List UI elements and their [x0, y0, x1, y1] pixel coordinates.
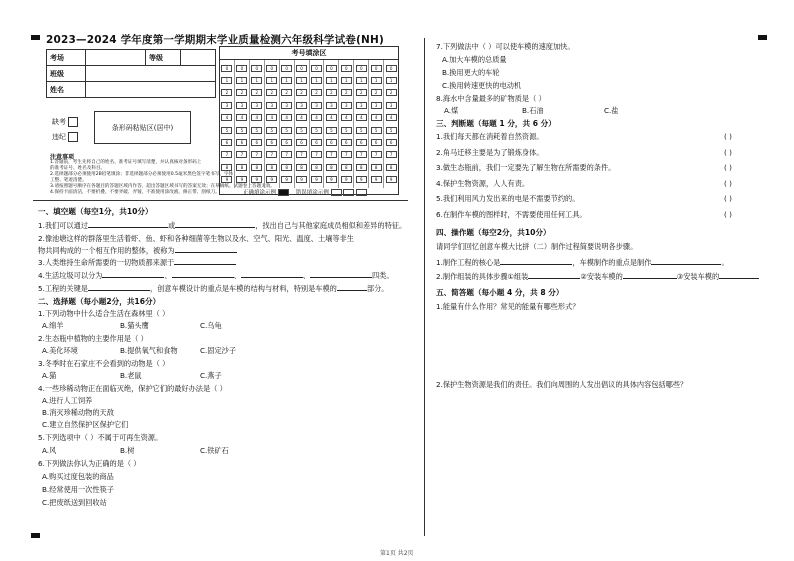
exam-number-column — [295, 60, 310, 188]
choice-8-option-a: A.煤 — [444, 106, 459, 115]
digit-bubble[interactable]: 1 — [296, 77, 307, 84]
digit-bubble[interactable]: 0 — [386, 65, 397, 72]
page-footer: 第1页 共2页 — [380, 550, 414, 557]
digit-bubble[interactable]: 9 — [326, 176, 337, 183]
barcode-area-label: 条形码粘贴区(居中) — [111, 123, 174, 132]
digit-bubble[interactable]: 3 — [386, 102, 397, 109]
choice-4-option-b: B.消灭珍稀动物的天敌 — [42, 408, 114, 417]
digit-bubble[interactable]: 9 — [371, 176, 382, 183]
digit-bubble[interactable]: 4 — [236, 114, 247, 121]
judgement-answer-parentheses[interactable]: ( ) — [724, 178, 732, 188]
q1-text-a: 1.我们可以通过 — [38, 221, 88, 230]
answer-blank[interactable] — [175, 220, 255, 228]
digit-bubble[interactable]: 7 — [221, 151, 232, 158]
digit-bubble[interactable]: 6 — [251, 139, 262, 146]
choice-3-option-a: A.猫 — [42, 371, 57, 380]
exam-number-column — [324, 60, 339, 188]
digit-bubble[interactable]: 1 — [266, 77, 277, 84]
op1-text-a: 1.制作工程的核心是 — [436, 258, 501, 267]
digit-bubble[interactable]: 9 — [386, 176, 397, 183]
digit-bubble[interactable]: 2 — [311, 89, 322, 96]
exam-number-column — [250, 60, 265, 188]
student-info-table — [46, 49, 216, 98]
digit-bubble[interactable]: 3 — [251, 102, 262, 109]
answer-blank[interactable] — [88, 220, 168, 228]
digit-bubble[interactable]: 0 — [311, 65, 322, 72]
digit-bubble[interactable]: 9 — [236, 176, 247, 183]
correct-fill-sample — [278, 189, 289, 196]
digit-bubble[interactable]: 7 — [311, 151, 322, 158]
digit-bubble[interactable]: 9 — [221, 176, 232, 183]
notes-line: 4.保持卡面清洁，不要折叠、不要弄破、弄皱，不准使用涂改液、修正带、刮纸刀。 — [50, 190, 220, 195]
choice-question-8: 8.海水中含量最多的矿物质是（ ） — [436, 94, 546, 103]
exam-number-column — [280, 60, 295, 188]
digit-bubble[interactable]: 7 — [326, 151, 337, 158]
q2-text: 物共同构成的一个相互作用的整体，被称为 — [38, 246, 175, 255]
section-operation-title: 四、操作题（每空2分，共10分） — [436, 228, 551, 237]
digit-bubble[interactable]: 2 — [326, 89, 337, 96]
fill-question-1 — [38, 220, 406, 231]
digit-bubble[interactable]: 8 — [341, 164, 352, 171]
judgement-answer-parentheses[interactable]: ( ) — [724, 194, 732, 203]
section-fill-in-title: 一、填空题（每空1分，共10分） — [38, 207, 153, 216]
digit-bubble[interactable]: 6 — [236, 139, 247, 146]
section-judgement-title: 三、判断题（每题 1 分，共 6 分） — [436, 119, 556, 128]
choice-7-option-c: C.换用转速更快的电动机 — [442, 81, 522, 90]
digit-bubble[interactable]: 2 — [281, 89, 292, 96]
exam-number-grid-title: 考号填涂区 — [220, 47, 398, 60]
fill-question-2-line-2 — [38, 245, 237, 256]
answer-blank[interactable] — [500, 257, 572, 265]
digit-bubble[interactable]: 1 — [251, 77, 262, 84]
digit-bubble[interactable]: 7 — [281, 151, 292, 158]
digit-bubble[interactable]: 3 — [281, 102, 292, 109]
digit-bubble[interactable]: 1 — [236, 77, 247, 84]
q5-text-a: 5.工程的关键是 — [38, 284, 88, 293]
digit-bubble[interactable]: 2 — [356, 89, 367, 96]
violation-checkbox-row — [52, 132, 78, 142]
judgement-answer-parentheses[interactable]: ( ) — [724, 209, 732, 219]
digit-bubble[interactable]: 8 — [251, 164, 262, 171]
choice-6-option-c: C.把废纸送到回收站 — [42, 498, 107, 507]
absent-checkbox-row — [52, 117, 78, 127]
digit-bubble[interactable]: 8 — [356, 164, 367, 171]
answer-blank[interactable] — [88, 283, 150, 291]
digit-bubble[interactable]: 3 — [356, 102, 367, 109]
exam-number-column — [220, 60, 235, 188]
choice-3-option-b: B.老鼠 — [120, 371, 142, 380]
digit-bubble[interactable]: 8 — [236, 164, 247, 171]
digit-bubble[interactable]: 4 — [251, 114, 262, 121]
fill-question-2-line-1: 2.像池塘这样的群落里生活着虾、鱼、虾和各种细菌等生物以及水、空气、阳光、温度、土壤等非生 — [38, 234, 354, 243]
digit-bubble[interactable]: 5 — [341, 127, 352, 134]
choice-8-option-b: B.石油 — [522, 106, 544, 115]
digit-bubble[interactable]: 2 — [236, 89, 247, 96]
digit-bubble[interactable]: 3 — [311, 102, 322, 109]
digit-bubble[interactable]: 3 — [221, 102, 232, 109]
answer-blank[interactable] — [241, 270, 303, 278]
section-choice-title: 二、选择题（每小题2分，共16分） — [38, 297, 161, 306]
wrong-fill-example-label: 错误填涂示例 — [295, 190, 329, 196]
digit-bubble[interactable]: 1 — [326, 77, 337, 84]
q1-text-b: 或 — [167, 221, 176, 230]
digit-bubble[interactable]: 6 — [221, 139, 232, 146]
answer-blank[interactable] — [175, 245, 237, 253]
digit-bubble[interactable]: 6 — [311, 139, 322, 146]
digit-bubble[interactable]: 6 — [266, 139, 277, 146]
header-divider — [33, 200, 408, 201]
digit-bubble[interactable]: 1 — [356, 77, 367, 84]
choice-question-2: 2.生态瓶中植物的主要作用是（ ） — [38, 334, 148, 343]
q1-text-c: ，找出自己与其他家庭成员相似和差异的特征。 — [255, 221, 407, 230]
digit-bubble[interactable]: 8 — [371, 164, 382, 171]
choice-1-option-c: C.乌龟 — [200, 321, 222, 330]
choice-1-option-b: B.猫头鹰 — [120, 321, 149, 330]
fill-question-3 — [38, 257, 236, 268]
q5-text-c: 部分。 — [366, 284, 389, 293]
op2-text-a: 2.制作组装的具体步骤①组装 — [436, 272, 529, 281]
correct-fill-example-label: 正确填涂示例 — [243, 190, 277, 196]
digit-bubble[interactable]: 9 — [356, 176, 367, 183]
wrong-fill-sample — [343, 189, 354, 196]
digit-bubble[interactable]: 8 — [386, 164, 397, 171]
digit-bubble[interactable]: 4 — [356, 114, 367, 121]
fill-question-4: 4.生活垃圾可以分为 、 、 、 四类。 — [38, 271, 394, 280]
digit-bubble[interactable]: 1 — [311, 77, 322, 84]
notes-line: 3.请按照题号顺序在各题目的答题区域内作答，超出答题区域书写的答案无效；在草稿纸、试题卷上答题无效。 — [50, 184, 275, 189]
corner-marker-top-left — [31, 35, 40, 40]
exam-room-label: 考场 — [47, 50, 86, 66]
digit-bubble[interactable]: 5 — [236, 127, 247, 134]
digit-bubble[interactable]: 8 — [326, 164, 337, 171]
judgement-item: 4.保护生物资源，人人有责。 — [436, 178, 530, 188]
corner-marker-bottom-left — [31, 533, 40, 538]
judgement-answer-parentheses[interactable]: ( ) — [724, 132, 732, 141]
answer-blank[interactable] — [310, 270, 372, 278]
digit-bubble[interactable]: 5 — [356, 127, 367, 134]
exam-number-column — [384, 60, 398, 188]
digit-bubble[interactable]: 7 — [251, 151, 262, 158]
answer-blank[interactable] — [172, 270, 234, 278]
answer-blank[interactable] — [719, 271, 759, 279]
digit-bubble[interactable]: 7 — [266, 151, 277, 158]
choice-question-7: 7.下列做法中（ ）可以使车模的速度加快。 — [436, 42, 575, 51]
digit-bubble[interactable]: 1 — [281, 77, 292, 84]
fill-example-row — [243, 188, 367, 196]
digit-bubble[interactable]: 2 — [221, 89, 232, 96]
choice-8-option-c: C.盐 — [604, 106, 619, 115]
choice-2-option-b: B.提供氧气和食物 — [120, 346, 178, 355]
digit-bubble[interactable]: 9 — [296, 176, 307, 183]
digit-bubble[interactable]: 3 — [371, 102, 382, 109]
exam-number-column — [369, 60, 384, 188]
digit-bubble[interactable]: 2 — [266, 89, 277, 96]
digit-bubble[interactable]: 8 — [281, 164, 292, 171]
judgement-item: 3.做生态瓶前，我们一定要先了解生物在所需要的条件。 — [436, 163, 616, 172]
name-label: 姓名 — [47, 82, 86, 98]
choice-2-option-c: C.固定沙子 — [200, 346, 237, 355]
violation-checkbox[interactable] — [68, 132, 78, 142]
digit-bubble[interactable]: 5 — [221, 127, 232, 134]
choice-5-option-a: A.风 — [42, 446, 57, 455]
absent-checkbox[interactable] — [68, 117, 78, 127]
exam-number-column — [354, 60, 369, 188]
short-answer-1: 1.能量有什么作用？常见的能量有哪些形式？ — [436, 302, 580, 311]
q5-text-b: ，创意车模设计的重点是车模的结构与材料，特别是车模的 — [149, 284, 337, 293]
judgement-item: 6.在制作车模的图样时，不需要使用任何工具。 — [436, 209, 587, 219]
notes-heading: 注意事项 — [50, 154, 75, 161]
class-label: 班级 — [47, 66, 86, 82]
grade-label: 等级 — [146, 50, 181, 66]
digit-bubble[interactable]: 1 — [386, 77, 397, 84]
answer-blank[interactable] — [623, 271, 677, 279]
q4-text-a: 4.生活垃圾可以分为 — [38, 271, 103, 280]
choice-7-option-a: A.加大车模的总质量 — [442, 55, 507, 64]
digit-bubble[interactable]: 3 — [296, 102, 307, 109]
judgement-item: 2.角马迁移主要是为了锻炼身体。 — [436, 147, 544, 157]
digit-bubble[interactable]: 8 — [311, 164, 322, 171]
digit-bubble[interactable]: 0 — [251, 65, 262, 72]
digit-bubble[interactable]: 9 — [341, 176, 352, 183]
judgement-item: 5.我们利用风力发出来的电是不需要节约的。 — [436, 194, 580, 203]
section-short-answer-title: 五、简答题（每小题 4 分，共 8 分） — [436, 288, 564, 297]
digit-bubble[interactable]: 0 — [236, 65, 247, 72]
digit-bubble[interactable]: 4 — [266, 114, 277, 121]
digit-bubble[interactable]: 8 — [266, 164, 277, 171]
corner-marker-top-right — [758, 35, 767, 40]
answer-blank[interactable] — [651, 257, 721, 265]
judgement-item: 1.我们每天都在消耗着自然资源。 — [436, 132, 544, 141]
grade-field[interactable] — [181, 50, 216, 66]
notes-line: 2.选择题部分必须使用2B铅笔填涂；非选择题部分必须使用0.5毫米黑色签字笔书写，字体 — [50, 172, 234, 177]
digit-bubble[interactable]: 6 — [386, 139, 397, 146]
choice-4-option-c: C.建立自然保护区保护它们 — [42, 420, 129, 429]
digit-bubble[interactable]: 2 — [341, 89, 352, 96]
answer-blank[interactable] — [102, 270, 164, 278]
digit-bubble[interactable]: 5 — [326, 127, 337, 134]
answer-blank[interactable] — [337, 283, 367, 291]
digit-bubble[interactable]: 5 — [266, 127, 277, 134]
digit-bubble[interactable]: 6 — [341, 139, 352, 146]
absent-label: 缺考 — [52, 118, 66, 126]
digit-bubble[interactable]: 9 — [281, 176, 292, 183]
digit-bubble[interactable]: 2 — [296, 89, 307, 96]
digit-bubble[interactable]: 5 — [386, 127, 397, 134]
choice-2-option-a: A.美化环境 — [42, 346, 78, 355]
digit-bubble[interactable]: 7 — [356, 151, 367, 158]
choice-7-option-b: B.换用更大的车轮 — [442, 68, 500, 77]
notes-line: 1.答题前，考生先将自己的姓名、准考证号填写清楚，并认真核对条形码上 — [50, 160, 202, 165]
exam-number-column — [339, 60, 354, 188]
operation-intro: 请同学们回忆创意车模大比拼（二）制作过程简要说明各步骤。 — [436, 242, 638, 251]
choice-question-1: 1.下列动物中什么适合生活在森林里（ ） — [38, 309, 170, 318]
digit-bubble[interactable]: 0 — [371, 65, 382, 72]
digit-bubble[interactable]: 3 — [236, 102, 247, 109]
digit-bubble[interactable]: 1 — [341, 77, 352, 84]
digit-bubble[interactable]: 2 — [251, 89, 262, 96]
digit-bubble[interactable]: 4 — [221, 114, 232, 121]
choice-1-option-a: A.绵羊 — [42, 321, 64, 330]
digit-bubble[interactable]: 1 — [371, 77, 382, 84]
digit-bubble[interactable]: 0 — [266, 65, 277, 72]
digit-bubble[interactable]: 6 — [371, 139, 382, 146]
digit-bubble[interactable]: 3 — [266, 102, 277, 109]
exam-number-columns — [220, 60, 398, 188]
digit-bubble[interactable]: 7 — [386, 151, 397, 158]
digit-bubble[interactable]: 8 — [296, 164, 307, 171]
class-field[interactable] — [86, 66, 216, 82]
digit-bubble[interactable]: 4 — [296, 114, 307, 121]
op1-text-b: ，车模制作的重点是制作 — [572, 258, 652, 267]
digit-bubble[interactable]: 7 — [236, 151, 247, 158]
digit-bubble[interactable]: 9 — [266, 176, 277, 183]
digit-bubble[interactable]: 5 — [281, 127, 292, 134]
digit-bubble[interactable]: 3 — [326, 102, 337, 109]
operation-question-2 — [436, 271, 759, 282]
digit-bubble[interactable]: 7 — [296, 151, 307, 158]
column-divider — [424, 38, 425, 536]
digit-bubble[interactable]: 6 — [281, 139, 292, 146]
digit-bubble[interactable]: 0 — [221, 65, 232, 72]
exam-number-grid — [219, 46, 399, 195]
digit-bubble[interactable]: 1 — [221, 77, 232, 84]
judgement-answer-parentheses[interactable]: ( ) — [724, 147, 732, 157]
op2-text-b: ②安装车模的 — [580, 272, 623, 281]
exam-number-column — [265, 60, 280, 188]
digit-bubble[interactable]: 9 — [311, 176, 322, 183]
digit-bubble[interactable]: 3 — [341, 102, 352, 109]
digit-bubble[interactable]: 4 — [311, 114, 322, 121]
choice-5-option-c: C.铁矿石 — [200, 446, 229, 455]
notes-line: 工整、笔迹清楚。 — [50, 178, 87, 183]
digit-bubble[interactable]: 0 — [281, 65, 292, 72]
wrong-fill-sample — [331, 189, 342, 196]
digit-bubble[interactable]: 0 — [296, 65, 307, 72]
choice-question-3: 3.冬季时在石家庄不会看到的动物是（ ） — [38, 359, 170, 368]
digit-bubble[interactable]: 9 — [251, 176, 262, 183]
digit-bubble[interactable]: 6 — [296, 139, 307, 146]
digit-bubble[interactable]: 5 — [296, 127, 307, 134]
answer-blank[interactable] — [528, 271, 580, 279]
choice-question-5: 5.下列选项中（ ）不属于可再生资源。 — [38, 433, 163, 442]
choice-5-option-b: B.树 — [120, 446, 135, 455]
digit-bubble[interactable]: 2 — [386, 89, 397, 96]
digit-bubble[interactable]: 6 — [326, 139, 337, 146]
digit-bubble[interactable]: 5 — [311, 127, 322, 134]
choice-4-option-a: A.进行人工饲养 — [42, 396, 93, 405]
short-answer-2: 2.保护生物资源是我们的责任。我们向周围的人发出倡议的具体内容包括哪些？ — [436, 380, 688, 389]
digit-bubble[interactable]: 0 — [326, 65, 337, 72]
digit-bubble[interactable]: 4 — [341, 114, 352, 121]
choice-6-option-b: B.经常使用一次性筷子 — [42, 485, 114, 494]
violation-label: 违纪 — [52, 133, 66, 141]
op2-text-c: ③安装车模的 — [676, 272, 720, 281]
choice-question-6: 6.下列做法你认为正确的是（ ） — [38, 459, 141, 468]
fill-question-5 — [38, 283, 388, 294]
q4-text-b: 四类。 — [371, 271, 394, 280]
choice-6-option-a: A.购买过度包装的商品 — [42, 472, 114, 481]
operation-question-1: 1.制作工程的核心是 ，车模制作的重点是制作 。 — [436, 258, 729, 267]
digit-bubble[interactable]: 4 — [371, 114, 382, 121]
digit-bubble[interactable]: 0 — [341, 65, 352, 72]
q3-text: 3.人类维持生命所需要的一切物质都来源于 — [38, 258, 175, 267]
answer-blank[interactable] — [174, 257, 236, 265]
digit-bubble[interactable]: 7 — [341, 151, 352, 158]
exam-number-column — [235, 60, 250, 188]
digit-bubble[interactable]: 7 — [371, 151, 382, 158]
digit-bubble[interactable]: 4 — [281, 114, 292, 121]
digit-bubble[interactable]: 0 — [356, 65, 367, 72]
barcode-area — [94, 111, 191, 144]
notes-line: 的准考证号、姓名及科目。 — [50, 166, 106, 171]
choice-3-option-c: C.燕子 — [200, 371, 222, 380]
digit-bubble[interactable]: 4 — [326, 114, 337, 121]
digit-bubble[interactable]: 6 — [356, 139, 367, 146]
wrong-fill-sample — [356, 189, 367, 196]
digit-bubble[interactable]: 2 — [371, 89, 382, 96]
choice-question-4: 4.一些珍稀动物正在面临灭绝，保护它们的最好办法是（ ） — [38, 384, 227, 393]
digit-bubble[interactable]: 8 — [221, 164, 232, 171]
exam-number-column — [310, 60, 325, 188]
name-field[interactable] — [86, 82, 216, 98]
exam-room-field[interactable] — [86, 50, 146, 66]
judgement-answer-parentheses[interactable]: ( ) — [724, 163, 732, 172]
digit-bubble[interactable]: 4 — [386, 114, 397, 121]
digit-bubble[interactable]: 5 — [251, 127, 262, 134]
exam-title: 2023—2024 学年度第一学期期末学业质量检测六年级科学试卷(NH) — [46, 34, 384, 46]
digit-bubble[interactable]: 5 — [371, 127, 382, 134]
